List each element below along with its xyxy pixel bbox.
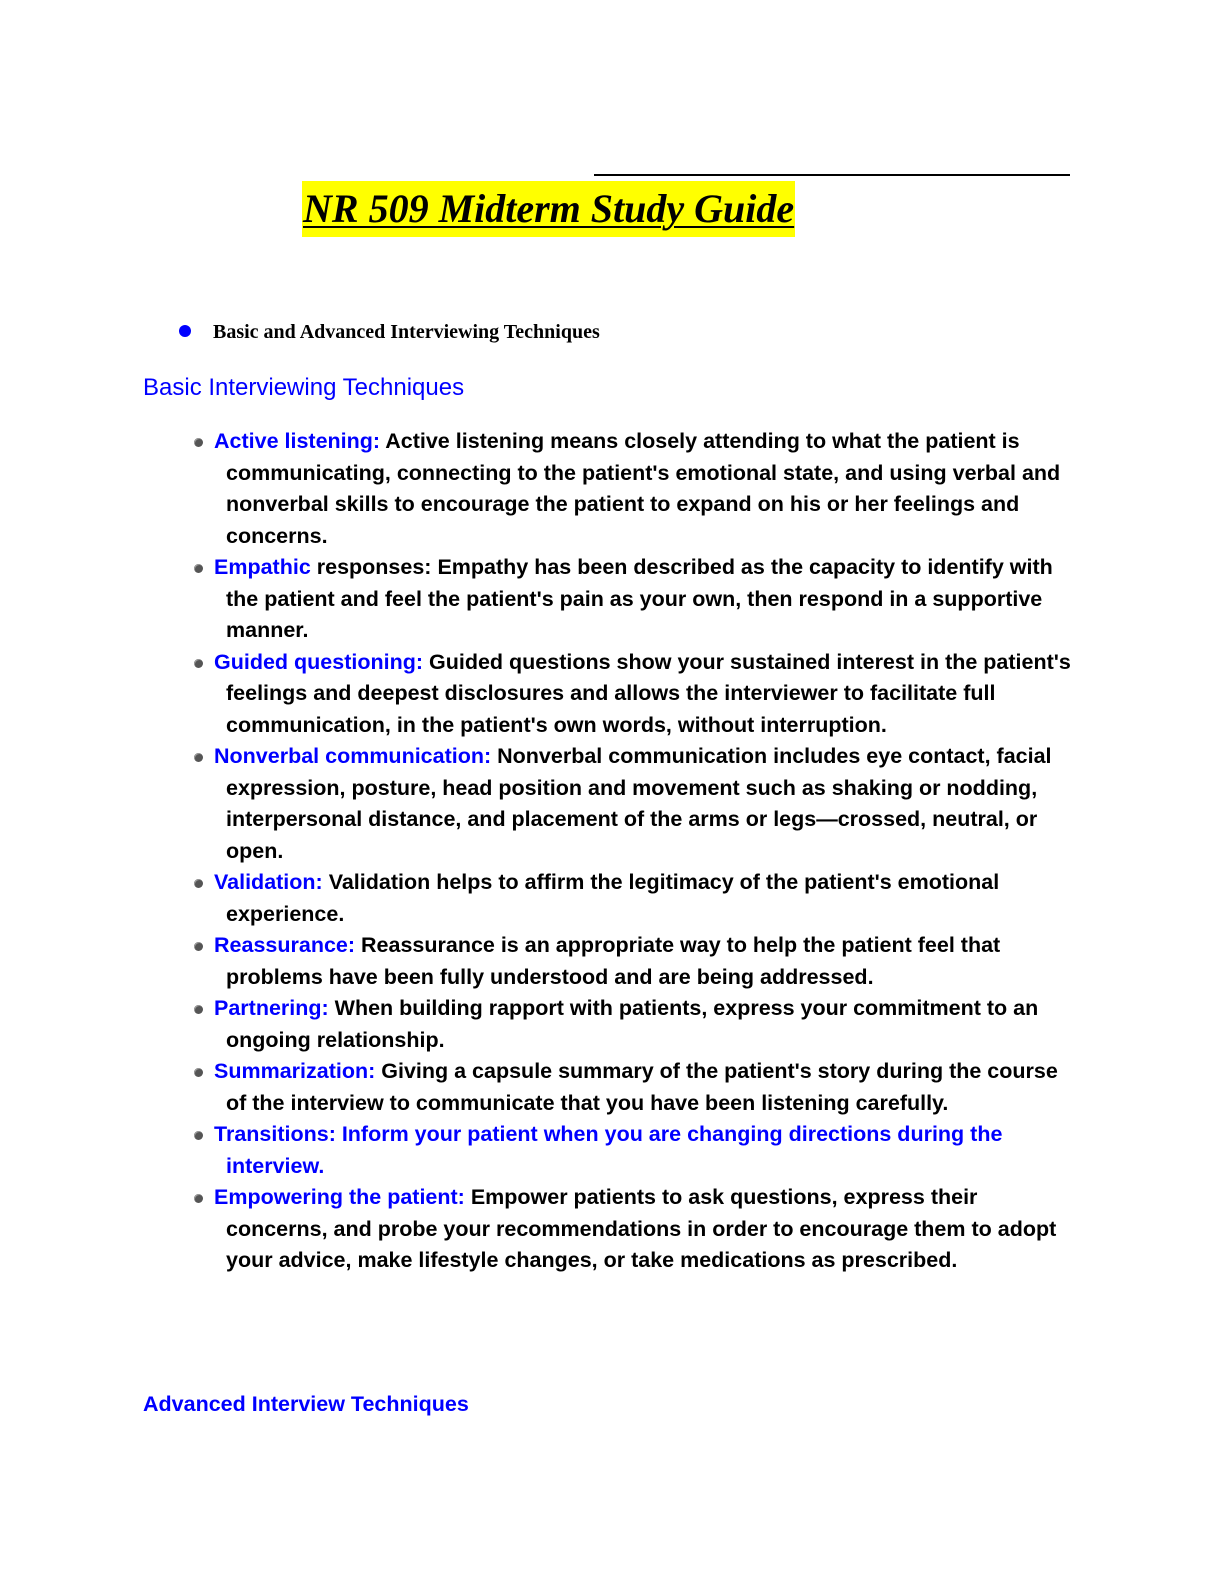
item-description: Guided questions show your sustained interest in the patient's feelings and deepest disclosures and allows the interviewer to facilitate full communication, in the patient's own words, without interruption. — [226, 649, 1071, 737]
title-block — [302, 181, 795, 237]
section-heading-basic: Basic Interviewing Techniques — [143, 374, 465, 401]
topic-line — [179, 318, 600, 346]
item-text — [214, 1119, 1079, 1182]
bullet-icon — [194, 1131, 203, 1140]
item-term: Validation: — [214, 870, 323, 894]
item-text — [214, 867, 1079, 930]
item-term: Empowering the patient: — [214, 1185, 465, 1209]
list-item — [189, 1056, 1079, 1119]
item-text — [214, 552, 1079, 647]
item-description: When building rapport with patients, express your commitment to an ongoing relationship. — [226, 996, 1039, 1052]
list-item — [189, 1119, 1079, 1182]
item-description: Nonverbal communication includes eye contact, facial expression, posture, head position and movement such as shaking or nodding, interpersonal distance, and placement of the arms or legs—crossed, neutral, or open. — [226, 744, 1052, 863]
item-description: Empower patients to ask questions, express their concerns, and probe your recommendations in order to encourage them to adopt your advice, make lifestyle changes, or take medications as prescribed. — [226, 1185, 1057, 1272]
list-item — [189, 1182, 1079, 1277]
item-description: Active listening means closely attending to what the patient is communicating, connecting to the patient's emotional state, and using verbal and nonverbal skills to encourage the patient to expand on his or her feelings and concerns. — [226, 429, 1061, 548]
bullet-icon — [194, 1005, 203, 1014]
list-item — [189, 647, 1079, 742]
item-text — [214, 741, 1079, 867]
item-description: responses: Empathy has been described as the capacity to identify with the patient and feel the patient's pain as your own, then respond in a supportive manner. — [226, 555, 1053, 642]
list-item — [189, 867, 1079, 930]
bullet-icon — [194, 753, 203, 762]
list-item — [189, 552, 1079, 647]
item-text — [214, 1056, 1079, 1119]
list-item — [189, 993, 1079, 1056]
item-text — [214, 426, 1079, 552]
bullet-icon — [194, 942, 203, 951]
section-heading-advanced: Advanced Interview Techniques — [143, 1392, 469, 1416]
item-term: Guided questioning: — [214, 649, 424, 674]
item-term: Active listening: — [214, 429, 381, 453]
item-term: Summarization: — [214, 1059, 376, 1083]
bullet-icon — [194, 879, 203, 888]
list-item — [189, 930, 1079, 993]
item-text — [214, 930, 1079, 993]
item-text — [214, 647, 1079, 742]
document-title: NR 509 Midterm Study Guide — [302, 181, 795, 237]
list-item — [189, 426, 1079, 552]
item-term: Transitions: Inform your patient when you are changing directions during the interview. — [214, 1122, 1003, 1178]
item-term: Partnering: — [214, 996, 329, 1020]
item-text — [214, 993, 1079, 1056]
item-description: Giving a capsule summary of the patient's story during the course of the interview to communicate that you have been listening carefully. — [226, 1059, 1058, 1115]
item-term: Reassurance: — [214, 933, 356, 957]
bullet-icon — [194, 1194, 203, 1203]
item-text — [214, 1182, 1079, 1277]
item-description: Reassurance is an appropriate way to help the patient feel that problems have been fully understood and are being addressed. — [226, 933, 1001, 989]
bullet-icon — [194, 438, 203, 447]
topic-text: Basic and Advanced Interviewing Techniques — [213, 321, 600, 343]
bullet-icon — [194, 564, 203, 573]
item-description: Validation helps to affirm the legitimacy of the patient's emotional experience. — [226, 870, 1000, 926]
bullet-dot-icon — [179, 325, 191, 337]
item-term: Empathic — [214, 555, 311, 579]
list-item — [189, 741, 1079, 867]
bullet-icon — [194, 659, 203, 668]
bullet-icon — [194, 1068, 203, 1077]
technique-list — [189, 426, 1079, 1277]
title-top-rule — [594, 174, 1070, 176]
item-term: Nonverbal communication: — [214, 744, 492, 768]
